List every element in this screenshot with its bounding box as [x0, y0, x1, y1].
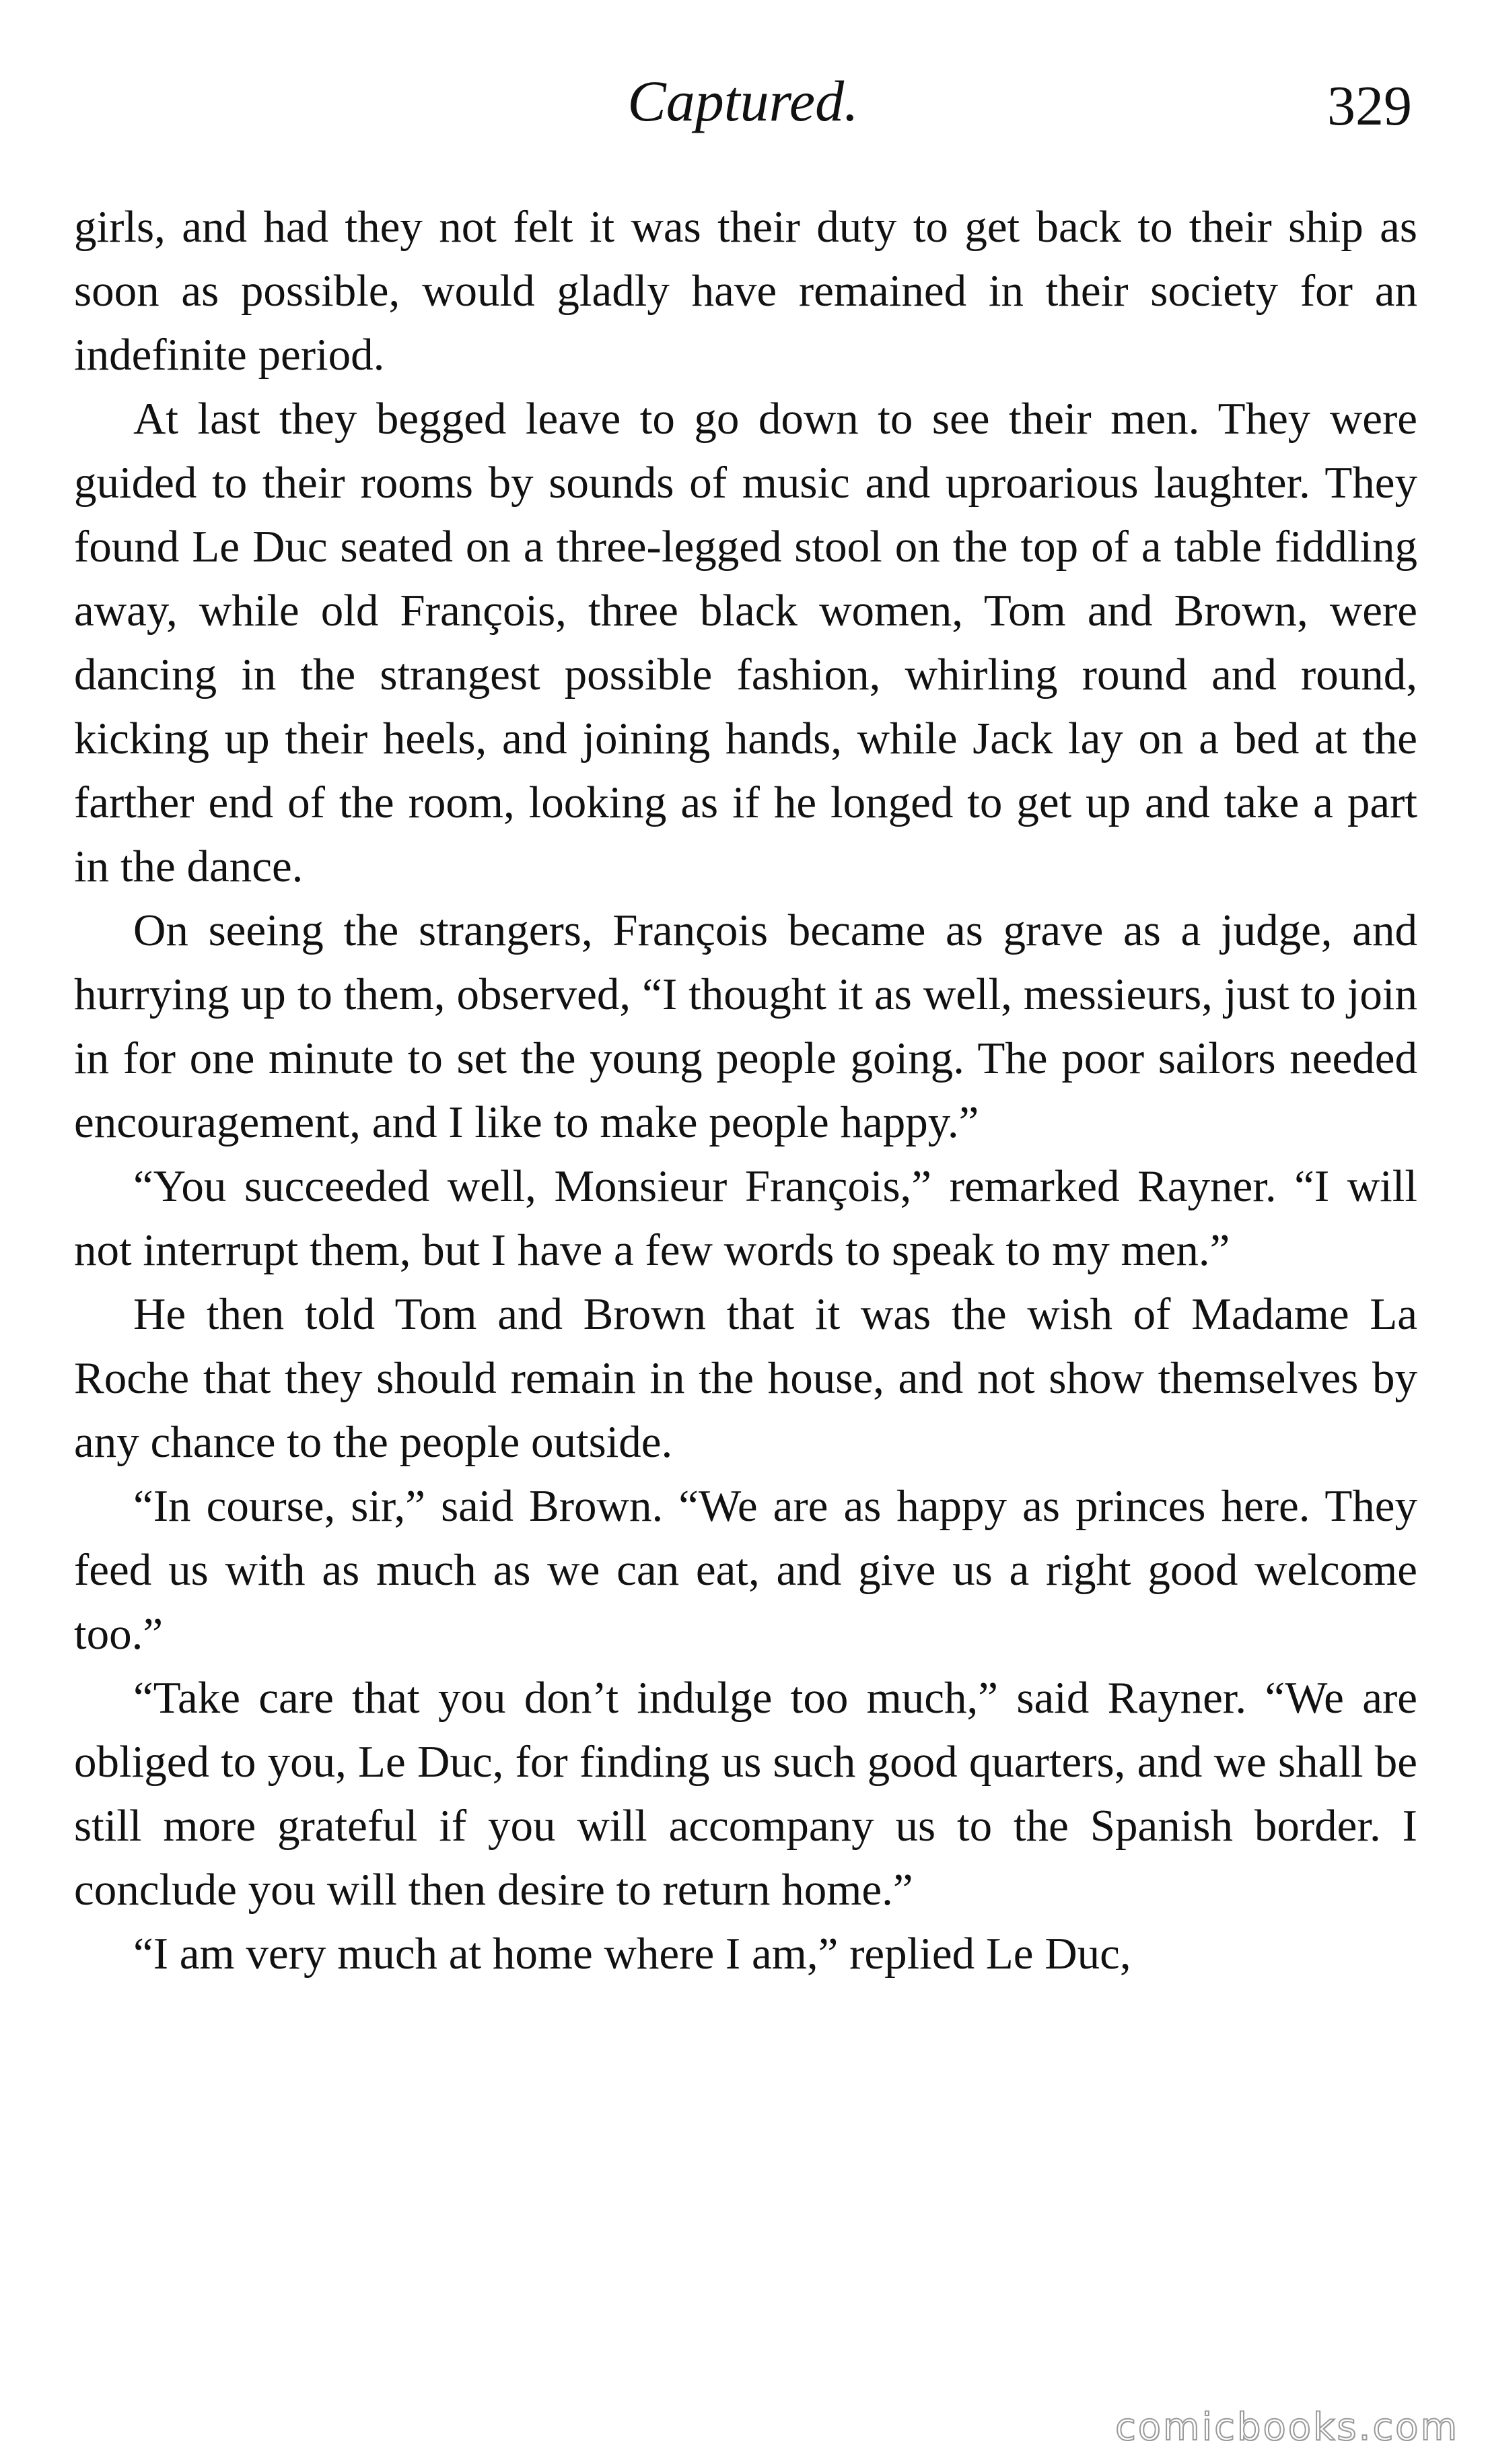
paragraph: “You succeeded well, Monsieur François,” remarked Rayner. “I will not interrupt them, but I have a few words to speak to my men.”	[74, 1161, 1417, 1275]
body-text	[74, 195, 1417, 1986]
paragraph-continued: girls, and had they not felt it was their duty to get back to their ship as soon as possible, would gladly have remained in their society for an indefinite period.	[74, 202, 1417, 380]
paragraph: On seeing the strangers, François became as grave as a judge, and hurrying up to them, observed, “I thought it as well, messieurs, just to join in for one minute to set the young people going. The poor sailors needed encouragement, and I like to make people happy.”	[74, 905, 1417, 1147]
paragraph: “In course, sir,” said Brown. “We are as happy as princes here. They feed us with as much as we can eat, and give us a right good welcome too.”	[74, 1481, 1417, 1659]
paragraph: “Take care that you don’t indulge too much,” said Rayner. “We are obliged to you, Le Duc, for finding us such good quarters, and we shall be still more grateful if you will accompany us to the Spanish border. I conclude you will then desire to return home.”	[74, 1673, 1417, 1915]
paragraph-continues: “I am very much at home where I am,” replied Le Duc,	[133, 1929, 1131, 1979]
paragraph: At last they begged leave to go down to see their men. They were guided to their rooms by sounds of music and uproarious laughter. They found Le Duc seated on a three-legged stool on the top of a table fiddling away, while old François, three black women, Tom and Brown, were dancing in the strangest possible fashion, whirling round and round, kicking up their heels, and joining hands, while Jack lay on a bed at the farther end of the room, looking as if he longed to get up and take a part in the dance.	[74, 394, 1417, 891]
page-number: 329	[1327, 75, 1412, 137]
watermark: comicbooks.com	[1114, 2405, 1459, 2449]
paragraph: He then told Tom and Brown that it was the wish of Madame La Roche that they should remain in the house, and not show themselves by any chance to the people outside.	[74, 1289, 1417, 1467]
running-title: Captured.	[627, 69, 859, 133]
running-head	[0, 64, 1486, 138]
